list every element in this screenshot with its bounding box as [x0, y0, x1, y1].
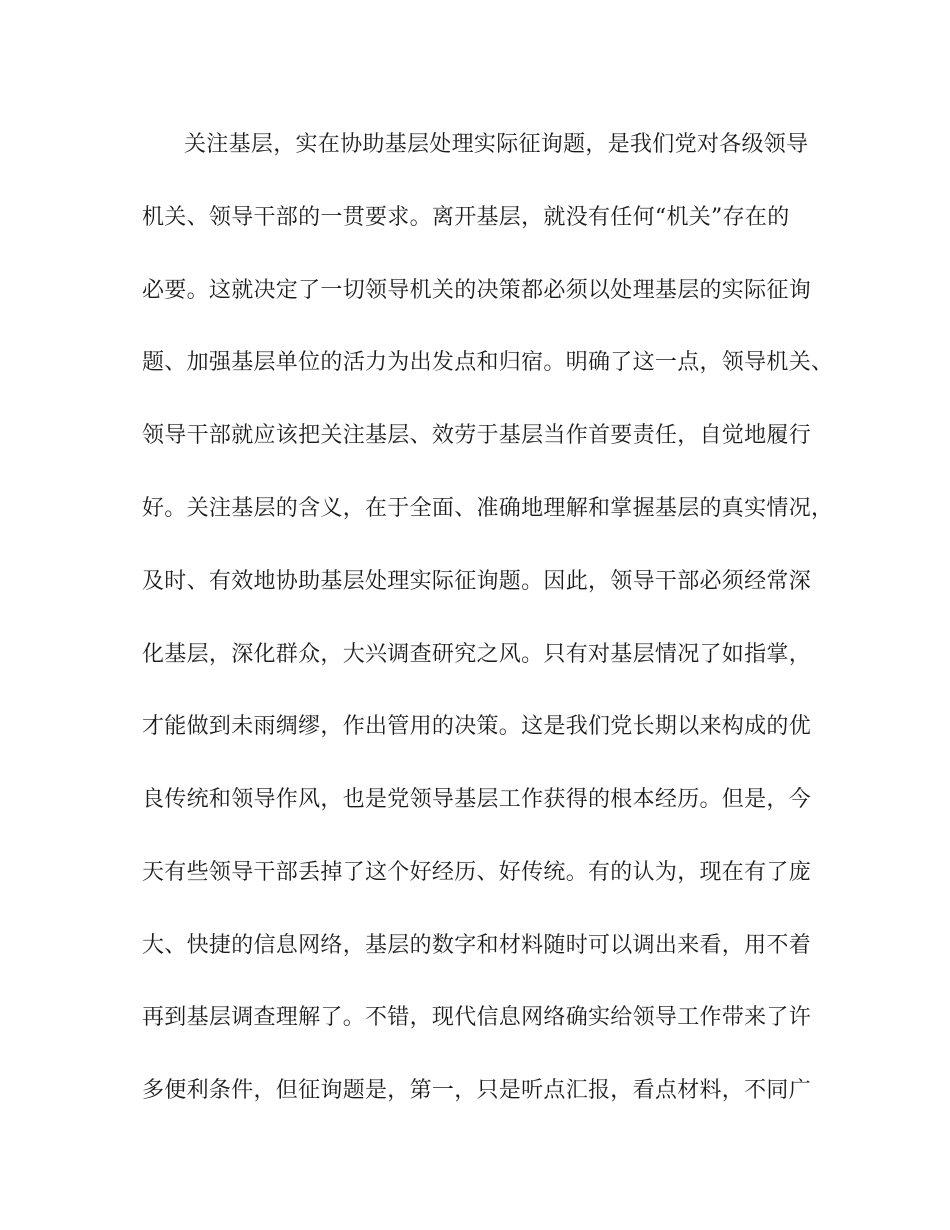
paragraph-line: 题、加强基层单位的活力为出发点和归宿。明确了这一点，领导机关、 [142, 350, 834, 375]
paragraph-line: 领导干部就应该把关注基层、效劳于基层当作首要责任，自觉地履行 [142, 423, 812, 448]
paragraph-line: 好。关注基层的含义，在于全面、准确地理解和掌握基层的真实情况， [142, 496, 834, 521]
paragraph-line: 多便利条件，但征询题是，第一，只是听点汇报，看点材料，不同广 [142, 1078, 812, 1103]
paragraph-line: 关注基层，实在协助基层处理实际征询题，是我们党对各级领导 [184, 132, 809, 157]
paragraph-line: 及时、有效地协助基层处理实际征询题。因此，领导干部必须经常深 [142, 569, 812, 594]
paragraph-line: 才能做到未雨绸缪，作出管用的决策。这是我们党长期以来构成的优 [142, 714, 812, 739]
paragraph-line: 再到基层调查理解了。不错，现代信息网络确实给领导工作带来了许 [142, 1005, 812, 1030]
paragraph-line: 必要。这就决定了一切领导机关的决策都必须以处理基层的实际征询 [142, 278, 812, 303]
paragraph-line: 天有些领导干部丢掉了这个好经历、好传统。有的认为，现在有了庞 [142, 860, 812, 885]
paragraph-line: 化基层，深化群众，大兴调查研究之风。只有对基层情况了如指掌， [142, 642, 812, 667]
paragraph-line: 机关、领导干部的一贯要求。离开基层，就没有任何“机关”存在的 [142, 205, 790, 230]
paragraph-line: 大、快捷的信息网络，基层的数字和材料随时可以调出来看，用不着 [142, 933, 812, 958]
paragraph-line: 良传统和领导作风，也是党领导基层工作获得的根本经历。但是，今 [142, 787, 812, 812]
